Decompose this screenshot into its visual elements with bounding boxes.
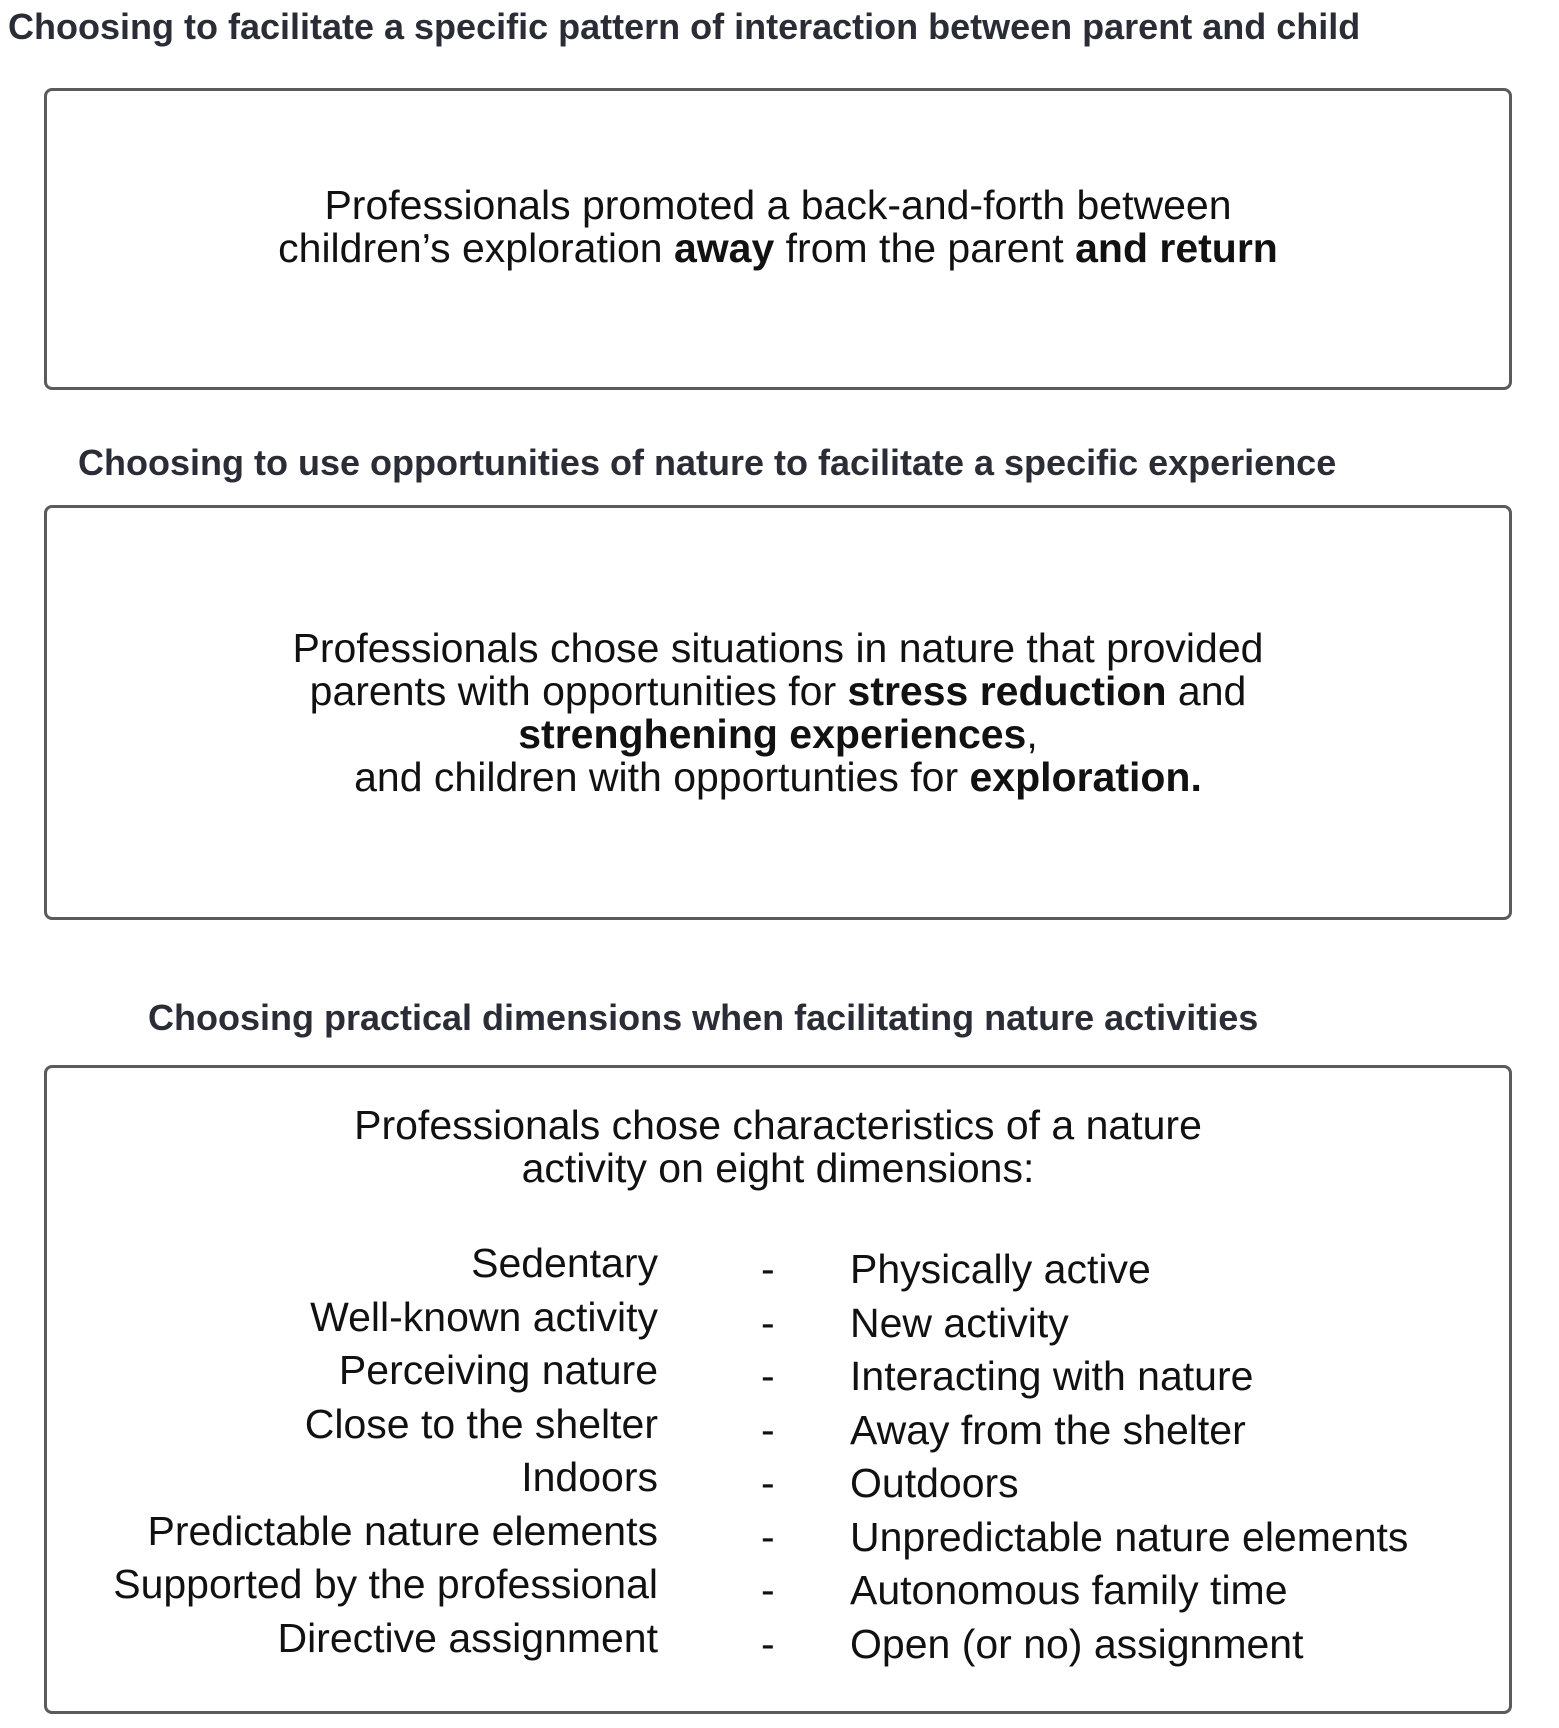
dimension-separator: - bbox=[761, 1406, 775, 1453]
dimension-separator: - bbox=[761, 1246, 775, 1292]
dimension-separator: - bbox=[761, 1299, 775, 1346]
dimension-row bbox=[47, 1454, 1509, 1508]
section-1-heading: Choosing to facilitate a specific pattern of interaction between parent and child bbox=[8, 6, 1361, 47]
text-line: strenghening experiences, bbox=[518, 711, 1038, 757]
section-3-heading: Choosing practical dimensions when facilitating nature activities bbox=[148, 997, 1259, 1038]
dimension-separator: - bbox=[761, 1353, 775, 1399]
dimension-right-pole: Physically active bbox=[850, 1246, 1151, 1292]
dimension-separator: - bbox=[761, 1567, 775, 1613]
dimension-right-pole: Outdoors bbox=[850, 1460, 1019, 1506]
text-line: parents with opportunities for stress reduction and bbox=[309, 668, 1247, 714]
section-2-heading: Choosing to use opportunities of nature to facilitate a specific experience bbox=[78, 442, 1337, 483]
dimension-right-pole: Open (or no) assignment bbox=[850, 1620, 1304, 1667]
dimension-right-pole: Unpredictable nature elements bbox=[850, 1513, 1409, 1560]
dimension-left-pole: Close to the shelter bbox=[304, 1400, 658, 1447]
text-line: Professionals chose situations in nature that provided bbox=[292, 625, 1264, 671]
practical-dimensions-box bbox=[44, 1065, 1512, 1714]
text-line: and children with opportunties for exploration. bbox=[354, 754, 1202, 800]
dimension-left-pole: Indoors bbox=[521, 1454, 658, 1500]
nature-experience-box bbox=[44, 505, 1512, 920]
nature-experience-text bbox=[47, 627, 1509, 799]
dimension-left-pole: Sedentary bbox=[471, 1240, 658, 1286]
dimension-right-pole: Autonomous family time bbox=[850, 1567, 1288, 1613]
text-line: children’s exploration away from the parent and return bbox=[278, 225, 1278, 271]
dimension-row bbox=[47, 1294, 1509, 1348]
text-line: Professionals chose characteristics of a nature bbox=[354, 1102, 1202, 1148]
dimension-row bbox=[47, 1347, 1509, 1401]
dimension-separator: - bbox=[761, 1620, 775, 1667]
dimension-separator: - bbox=[761, 1513, 775, 1560]
dimension-left-pole: Supported by the professional bbox=[113, 1561, 658, 1607]
dimension-right-pole: Away from the shelter bbox=[850, 1406, 1246, 1453]
text-line: Professionals promoted a back-and-forth between bbox=[324, 182, 1232, 228]
dimension-row bbox=[47, 1240, 1509, 1294]
dimension-left-pole: Predictable nature elements bbox=[147, 1507, 658, 1554]
dimensions-intro-text bbox=[47, 1104, 1509, 1190]
dimension-right-pole: Interacting with nature bbox=[850, 1353, 1254, 1399]
dimension-right-pole: New activity bbox=[850, 1299, 1069, 1346]
dimension-row bbox=[47, 1615, 1509, 1669]
interaction-pattern-box bbox=[44, 88, 1512, 390]
dimension-row bbox=[47, 1561, 1509, 1615]
dimension-left-pole: Directive assignment bbox=[277, 1614, 658, 1661]
interaction-pattern-text bbox=[47, 184, 1509, 270]
dimension-left-pole: Well-known activity bbox=[310, 1293, 658, 1340]
dimension-row bbox=[47, 1401, 1509, 1455]
dimension-row bbox=[47, 1508, 1509, 1562]
dimension-separator: - bbox=[761, 1460, 775, 1506]
text-line: activity on eight dimensions: bbox=[521, 1145, 1035, 1191]
dimension-left-pole: Perceiving nature bbox=[338, 1347, 658, 1393]
